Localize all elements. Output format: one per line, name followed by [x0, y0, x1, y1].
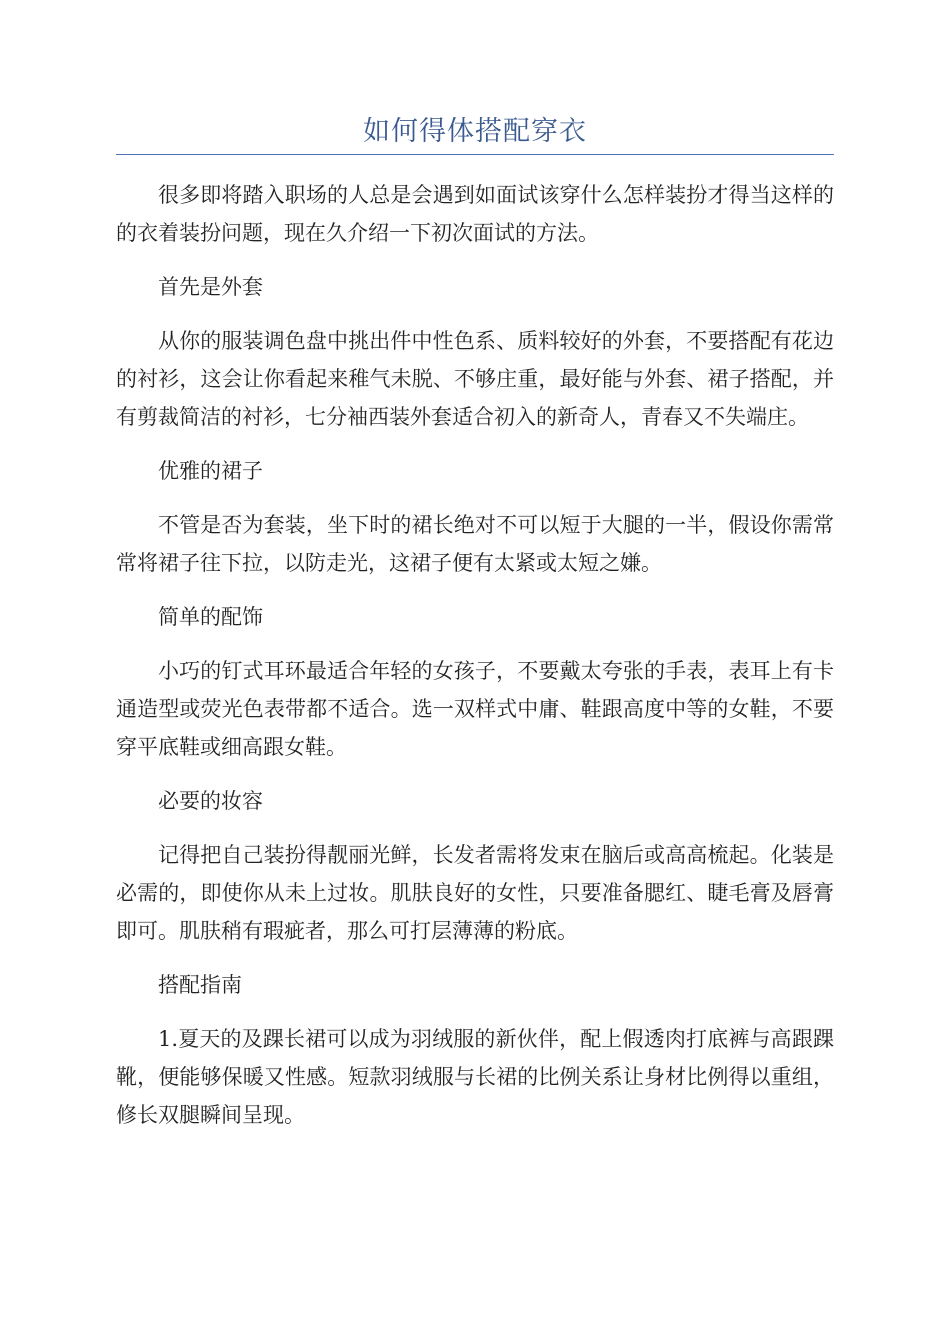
guide-item-1-paragraph: 1.夏天的及踝长裙可以成为羽绒服的新伙伴，配上假透肉打底裤与高跟踝靴，便能够保暖又性感。短款羽绒服与长裙的比例关系让身材比例得以重组，修长双腿瞬间呈现。 [116, 1027, 834, 1127]
section-heading-jacket: 首先是外套 [158, 275, 263, 299]
makeup-paragraph: 记得把自己装扮得靓丽光鲜，长发者需将发束在脑后或高高梳起。化装是必需的，即使你从未上过妆。肌肤良好的女性，只要准备腮红、睫毛膏及唇膏即可。肌肤稍有瑕疵者，那么可打层薄薄的粉底。 [116, 843, 834, 943]
document-body [116, 176, 834, 1150]
section-heading-skirt: 优雅的裙子 [158, 459, 263, 483]
intro-paragraph: 很多即将踏入职场的人总是会遇到如面试该穿什么怎样装扮才得当这样的的衣着装扮问题，现在久介绍一下初次面试的方法。 [116, 183, 834, 245]
accessories-paragraph: 小巧的钉式耳环最适合年轻的女孩子，不要戴太夸张的手表，表耳上有卡通造型或荧光色表带都不适合。选一双样式中庸、鞋跟高度中等的女鞋，不要穿平底鞋或细高跟女鞋。 [116, 659, 834, 759]
section-heading-accessories: 简单的配饰 [158, 605, 263, 629]
section-heading-guide: 搭配指南 [158, 973, 242, 997]
skirt-paragraph: 不管是否为套装，坐下时的裙长绝对不可以短于大腿的一半，假设你需常常将裙子往下拉，以防走光，这裙子便有太紧或太短之嫌。 [116, 513, 834, 575]
section-heading-makeup: 必要的妆容 [158, 789, 263, 813]
title-underline [116, 154, 834, 155]
document-title: 如何得体搭配穿衣 [363, 116, 587, 147]
jacket-paragraph: 从你的服装调色盘中挑出件中性色系、质料较好的外套，不要搭配有花边的衬衫，这会让你看起来稚气未脱、不够庄重，最好能与外套、裙子搭配，并有剪裁简洁的衬衫，七分袖西装外套适合初入的新奇人，青春又不失端庄。 [116, 329, 834, 429]
